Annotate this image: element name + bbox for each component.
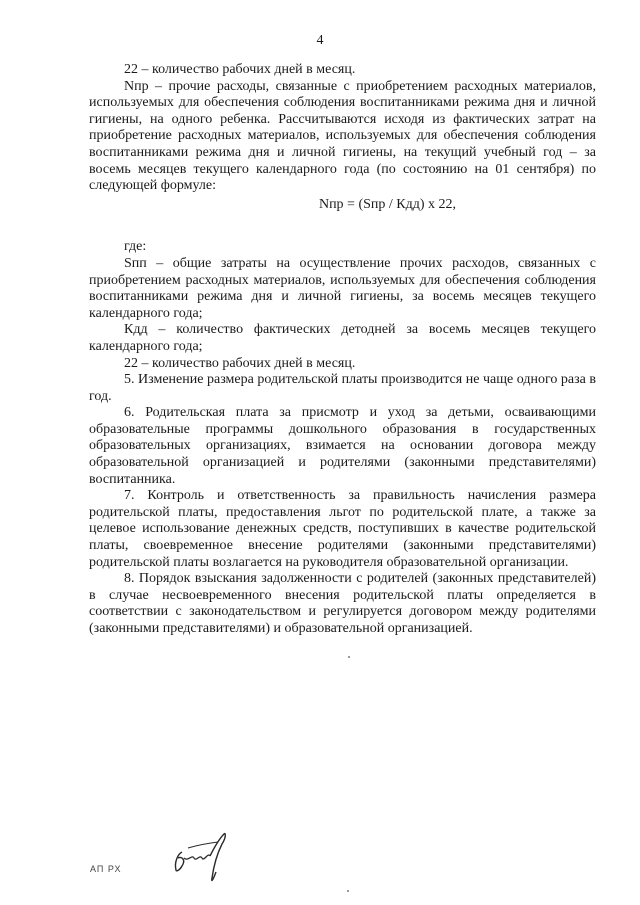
paragraph-item-5: 5. Изменение размера родительской платы производится не чаще одного раза в год. (89, 372, 596, 404)
paragraph-working-days: 22 – количество рабочих дней в месяц. (124, 62, 356, 77)
formula: Nпр = (Sпр / Кдд) х 22, (318, 196, 457, 212)
paragraph-child-days: Кдд – количество фактических детодней за восемь месяцев текущего календарного года; (89, 322, 596, 354)
paragraph-other-expenses: Nпр – прочие расходы, связанные с приобретением расходных материалов, используемых для обеспечения соблюдения воспитанниками режима дня и личной гигиены, на одного ребенка. Рассчитываются исходя из фактических затрат на приобретение расходных материалов, используемых для обеспечения соблюдения воспитанниками режима дня и личной гигиены, на текущий учебный год – за восемь месяцев текущего календарного года (по состоянию на 01 сентября) по следующей формуле: (89, 78, 596, 194)
paragraph-item-8: 8. Порядок взыскания задолженности с родителей (законных представителей) в случае несвоевременного внесения родительской платы определяется в соответствии с законодательством и регулируется договором между родителями (законными представителями) и образовательной организацией. (89, 571, 596, 636)
paragraph-working-days-2: 22 – количество рабочих дней в месяц. (124, 355, 356, 371)
document-body (89, 62, 596, 638)
paragraph-item-6: 6. Родительская плата за присмотр и уход за детьми, осваивающими образовательные программы дошкольного образования в государственных образовательных организациях, взимается на основании договора между образовательной организацией и родителями (законными представителями) воспитанника. (89, 405, 596, 487)
page-number: 4 (316, 33, 324, 48)
paragraph-item-7: 7. Контроль и ответственность за правильность начисления размера родительской платы, предоставления льгот по родительской плате, а также за целевое использование денежных средств, поступивших в качестве родительской платы, своевременное внесение родителями (законными представителями) родительской платы возлагается на руководителя образовательной организации. (89, 488, 596, 570)
paragraph-where: где: (124, 239, 147, 255)
handwritten-signature (168, 828, 248, 893)
paragraph-total-costs: Sпп – общие затраты на осуществление прочих расходов, связанных с приобретением расходных материалов, используемых для обеспечения соблюдения воспитанниками режима дня и личной гигиены, за восемь месяцев текущего календарного года; (89, 255, 596, 321)
footer-code: АП РХ (90, 864, 122, 874)
scan-speck (348, 656, 350, 658)
scan-speck (347, 890, 349, 892)
